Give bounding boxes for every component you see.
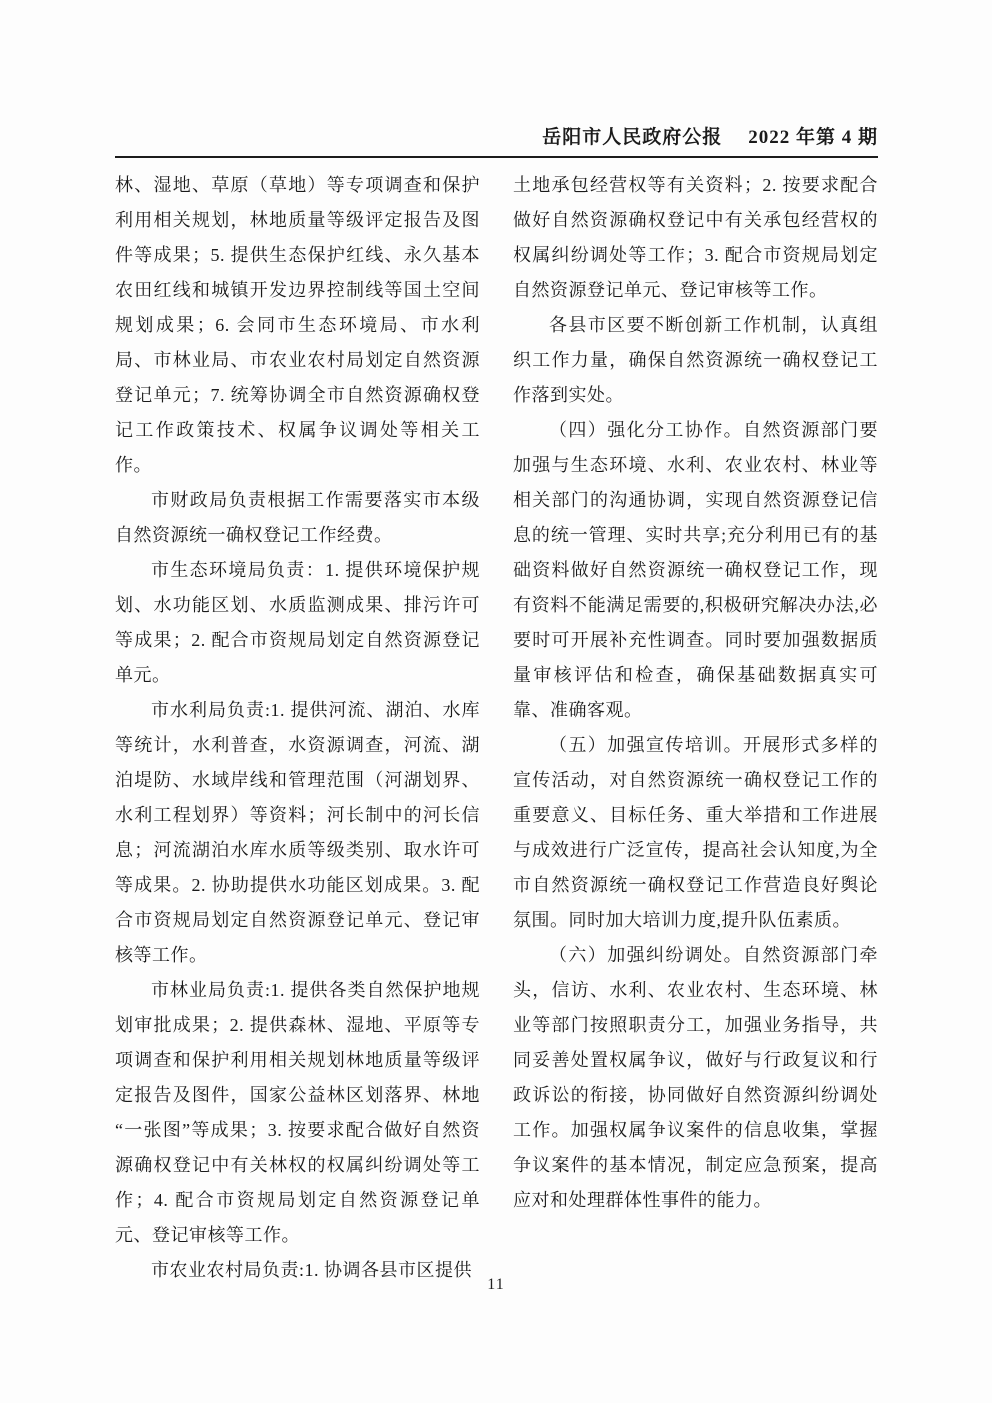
page-number: 11: [487, 1276, 505, 1293]
paragraph: 市水利局负责:1. 提供河流、湖泊、水库等统计，水利普查，水资源调查，河流、湖泊堤防、水域岸线和管理范围（河湖划界、水利工程划界）等资料；河长制中的河长信息；河流湖泊水库水质等级类别、取水许可等成果。2. 协助提供水功能区划成果。3. 配合市资规局划定自然资源登记单元、登记审核等工作。: [115, 700, 480, 965]
two-column-body: [115, 168, 878, 1288]
left-column: [115, 168, 480, 1288]
paragraph: （六）加强纠纷调处。自然资源部门牵头，信访、水利、农业农村、生态环境、林业等部门按照职责分工，加强业务指导，共同妥善处置权属争议，做好与行政复议和行政诉讼的衔接，协同做好自然资源纠纷调处工作。加强权属争议案件的信息收集，掌握争议案件的基本情况，制定应急预案，提高应对和处理群体性事件的能力。: [513, 945, 878, 1210]
page-header: [115, 122, 878, 158]
paragraph: （四）强化分工协作。自然资源部门要加强与生态环境、水利、农业农村、林业等相关部门的沟通协调，实现自然资源登记信息的统一管理、实时共享;充分利用已有的基础资料做好自然资源统一确权登记工作，现有资料不能满足需要的,积极研究解决办法,必要时可开展补充性调查。同时要加强数据质量审核评估和检查，确保基础数据真实可靠、准确客观。: [513, 420, 878, 720]
paragraph: 市生态环境局负责：1. 提供环境保护规划、水功能区划、水质监测成果、排污许可等成果；2. 配合市资规局划定自然资源登记单元。: [115, 560, 480, 685]
gazette-issue: 2022 年第 4 期: [748, 127, 878, 148]
page-footer: [0, 1276, 992, 1294]
header-text: [115, 122, 878, 149]
paragraph: 各县市区要不断创新工作机制，认真组织工作力量，确保自然资源统一确权登记工作落到实处。: [513, 315, 878, 405]
right-column: [513, 168, 878, 1288]
paragraph: 土地承包经营权等有关资料；2. 按要求配合做好自然资源确权登记中有关承包经营权的权属纠纷调处等工作；3. 配合市资规局划定自然资源登记单元、登记审核等工作。: [513, 175, 878, 300]
gazette-title: 岳阳市人民政府公报: [542, 127, 723, 148]
paragraph: 市林业局负责:1. 提供各类自然保护地规划审批成果；2. 提供森林、湿地、平原等专项调查和保护利用相关规划林地质量等级评定报告及图件，国家公益林区划落界、林地“一张图”等成果；3. 按要求配合做好自然资源确权登记中有关林权的权属纠纷调处等工作；4. 配合市资规局划定自然资源登记单元、登记审核等工作。: [115, 980, 480, 1245]
paragraph: 市农业农村局负责:1. 协调各县市区提供: [151, 1260, 472, 1280]
paragraph: （五）加强宣传培训。开展形式多样的宣传活动，对自然资源统一确权登记工作的重要意义、目标任务、重大举措和工作进展与成效进行广泛宣传，提高社会认知度,为全市自然资源统一确权登记工作营造良好舆论氛围。同时加大培训力度,提升队伍素质。: [513, 735, 878, 930]
paragraph: 市财政局负责根据工作需要落实市本级自然资源统一确权登记工作经费。: [115, 490, 480, 545]
paragraph: 林、湿地、草原（草地）等专项调查和保护利用相关规划，林地质量等级评定报告及图件等成果；5. 提供生态保护红线、永久基本农田红线和城镇开发边界控制线等国土空间规划成果；6. 会同市生态环境局、市水利局、市林业局、市农业农村局划定自然资源登记单元；7. 统筹协调全市自然资源确权登记工作政策技术、权属争议调处等相关工作。: [115, 175, 480, 475]
header-rule: [115, 156, 878, 158]
